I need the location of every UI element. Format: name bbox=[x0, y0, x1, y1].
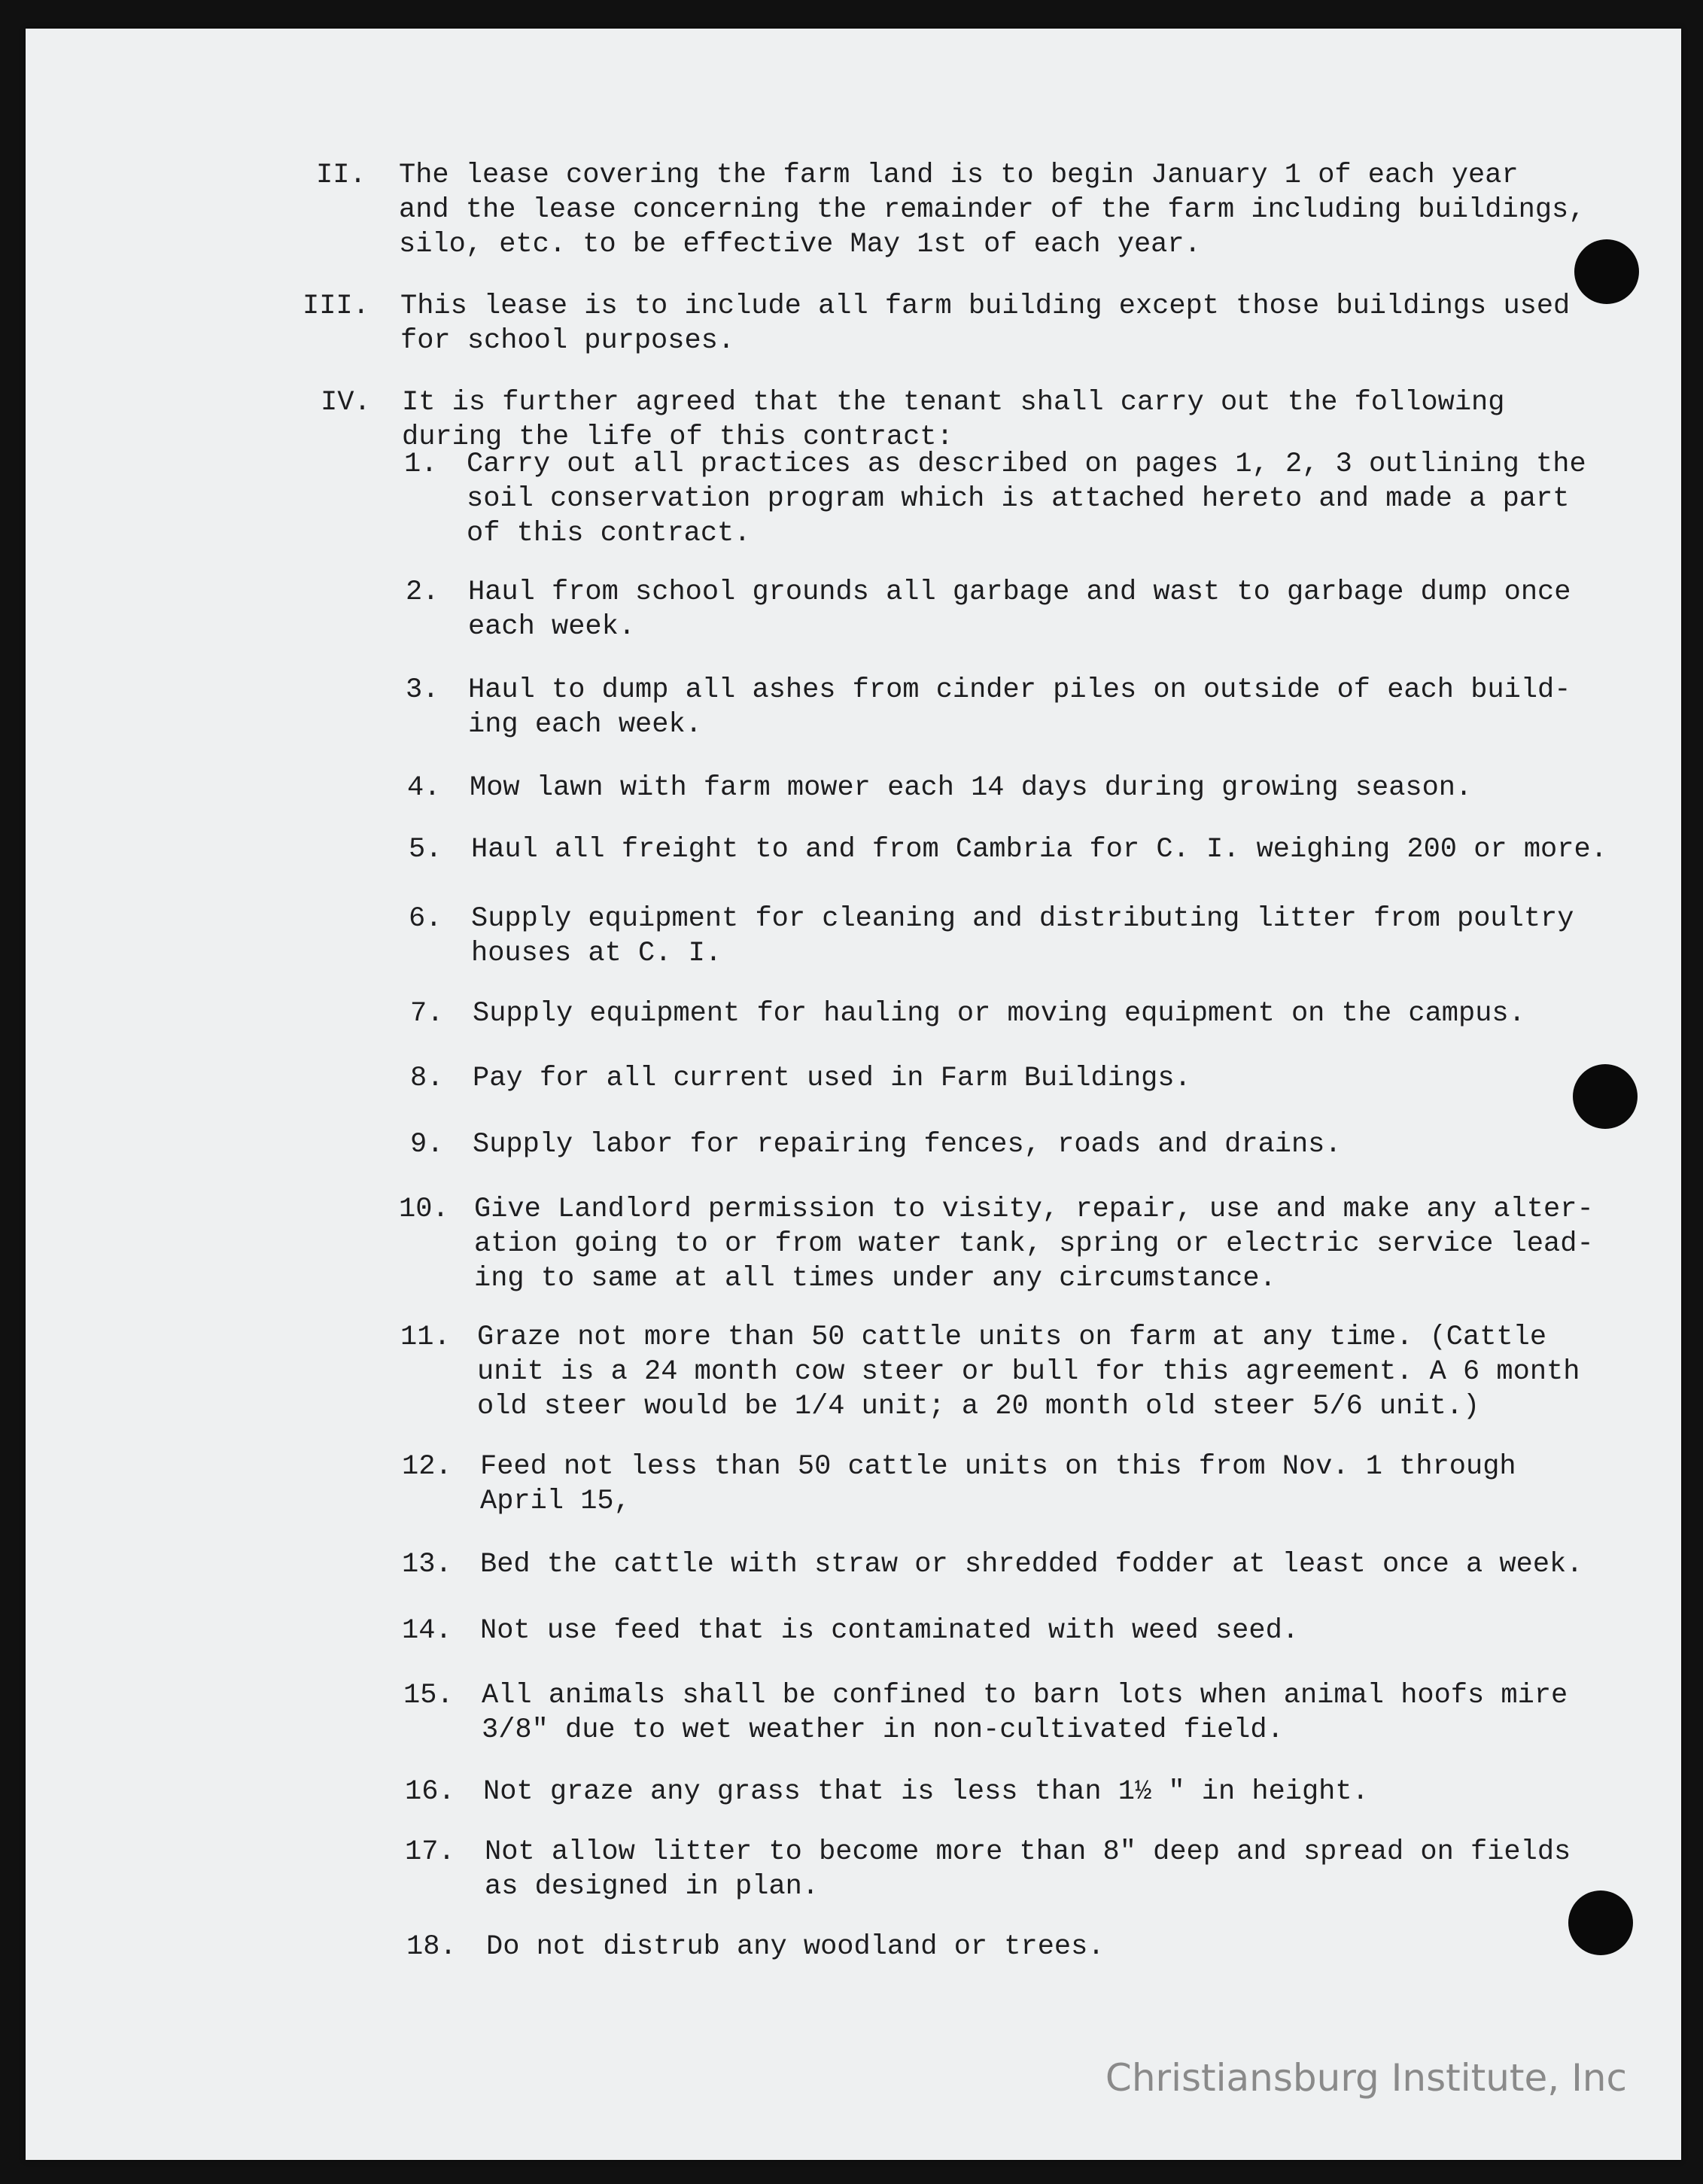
item-text bbox=[486, 1930, 1105, 1964]
item-text bbox=[473, 996, 1525, 1031]
section-number: II. bbox=[316, 160, 366, 191]
text-line: Graze not more than 50 cattle units on farm at any time. (Cattle bbox=[477, 1322, 1547, 1353]
text-line: silo, etc. to be effective May 1st of each year. bbox=[399, 229, 1201, 260]
text-line: ing to same at all times under any circumstance. bbox=[474, 1263, 1276, 1294]
text-line: April 15, bbox=[480, 1486, 631, 1517]
section-number: III. bbox=[303, 290, 369, 322]
item-number: 18. bbox=[406, 1931, 457, 1963]
item-number: 15. bbox=[403, 1680, 454, 1711]
text-line: Supply equipment for hauling or moving equipment on the campus. bbox=[473, 998, 1525, 1030]
item-text bbox=[485, 1835, 1571, 1904]
text-line: for school purposes. bbox=[400, 325, 735, 357]
item-text bbox=[471, 902, 1574, 971]
text-line: This lease is to include all farm building except those buildings used bbox=[400, 290, 1571, 322]
item-number: 16. bbox=[405, 1776, 455, 1808]
text-line: ing each week. bbox=[468, 709, 702, 741]
item-number: 14. bbox=[402, 1615, 452, 1647]
punch-hole bbox=[1574, 239, 1639, 304]
text-line: Pay for all current used in Farm Buildings. bbox=[473, 1063, 1191, 1094]
text-line: old steer would be 1/4 unit; a 20 month old steer 5/6 unit.) bbox=[477, 1391, 1480, 1422]
punch-hole bbox=[1573, 1064, 1638, 1129]
text-line: It is further agreed that the tenant shall carry out the following bbox=[402, 387, 1505, 418]
text-line: of this contract. bbox=[467, 518, 751, 549]
section-number: IV. bbox=[321, 387, 371, 418]
item-text bbox=[482, 1678, 1568, 1748]
text-line: Mow lawn with farm mower each 14 days during growing season. bbox=[470, 772, 1473, 804]
text-line: soil conservation program which is attached hereto and made a part bbox=[467, 483, 1570, 515]
item-text bbox=[471, 832, 1607, 867]
text-line: Not allow litter to become more than 8" deep and spread on fields bbox=[485, 1836, 1571, 1868]
text-line: Supply labor for repairing fences, roads and drains. bbox=[473, 1129, 1342, 1160]
item-text bbox=[473, 1061, 1191, 1096]
text-line: Haul to dump all ashes from cinder piles on outside of each build- bbox=[468, 674, 1571, 706]
text-line: All animals shall be confined to barn lots when animal hoofs mire bbox=[482, 1680, 1568, 1711]
item-text bbox=[477, 1320, 1580, 1424]
watermark: Christiansburg Institute, Inc bbox=[1105, 2056, 1627, 2100]
text-line: Bed the cattle with straw or shredded fodder at least once a week. bbox=[480, 1549, 1583, 1580]
text-line: Not use feed that is contaminated with weed seed. bbox=[480, 1615, 1299, 1647]
text-line: each week. bbox=[468, 611, 636, 643]
text-line: The lease covering the farm land is to begin January 1 of each year bbox=[399, 160, 1519, 191]
item-number: 13. bbox=[402, 1549, 452, 1580]
punch-hole bbox=[1568, 1890, 1633, 1955]
text-line: Feed not less than 50 cattle units on this from Nov. 1 through bbox=[480, 1451, 1516, 1483]
section-text bbox=[402, 385, 1504, 455]
text-line: Haul from school grounds all garbage and wast to garbage dump once bbox=[468, 576, 1571, 608]
text-line: Not graze any grass that is less than 1½ " in height. bbox=[483, 1776, 1369, 1808]
text-line: houses at C. I. bbox=[471, 938, 722, 969]
text-line: ation going to or from water tank, spring or electric service lead- bbox=[474, 1228, 1594, 1260]
text-line: Haul all freight to and from Cambria for C. I. weighing 200 or more. bbox=[471, 834, 1607, 865]
text-line: unit is a 24 month cow steer or bull for this agreement. A 6 month bbox=[477, 1356, 1580, 1388]
item-text bbox=[480, 1614, 1299, 1648]
item-text bbox=[474, 1192, 1594, 1296]
item-number: 10. bbox=[399, 1194, 449, 1225]
item-number: 1. bbox=[404, 449, 438, 480]
item-number: 8. bbox=[410, 1063, 444, 1094]
text-line: during the life of this contract: bbox=[402, 421, 953, 453]
item-number: 7. bbox=[410, 998, 444, 1030]
item-number: 2. bbox=[406, 576, 439, 608]
item-number: 9. bbox=[410, 1129, 444, 1160]
item-text bbox=[480, 1547, 1583, 1582]
item-number: 17. bbox=[405, 1836, 455, 1868]
text-line: Give Landlord permission to visity, repair, use and make any alter- bbox=[474, 1194, 1594, 1225]
text-line: Supply equipment for cleaning and distributing litter from poultry bbox=[471, 903, 1574, 935]
item-number: 6. bbox=[409, 903, 442, 935]
section-text bbox=[399, 158, 1585, 262]
item-text bbox=[480, 1449, 1516, 1519]
section-text bbox=[400, 289, 1570, 358]
item-text bbox=[483, 1775, 1369, 1809]
text-line: Carry out all practices as described on pages 1, 2, 3 outlining the bbox=[467, 449, 1586, 480]
text-line: Do not distrub any woodland or trees. bbox=[486, 1931, 1105, 1963]
item-text bbox=[468, 673, 1571, 742]
text-line: 3/8" due to wet weather in non-cultivated field. bbox=[482, 1714, 1284, 1746]
item-number: 3. bbox=[406, 674, 439, 706]
item-text bbox=[473, 1127, 1342, 1162]
item-number: 5. bbox=[409, 834, 442, 865]
item-text bbox=[467, 447, 1586, 551]
text-line: as designed in plan. bbox=[485, 1871, 820, 1903]
item-text bbox=[470, 771, 1472, 805]
item-text bbox=[468, 575, 1571, 644]
item-number: 11. bbox=[400, 1322, 451, 1353]
item-number: 12. bbox=[402, 1451, 452, 1483]
item-number: 4. bbox=[407, 772, 441, 804]
text-line: and the lease concerning the remainder of the farm including buildings, bbox=[399, 194, 1586, 226]
document-page bbox=[26, 29, 1681, 2160]
